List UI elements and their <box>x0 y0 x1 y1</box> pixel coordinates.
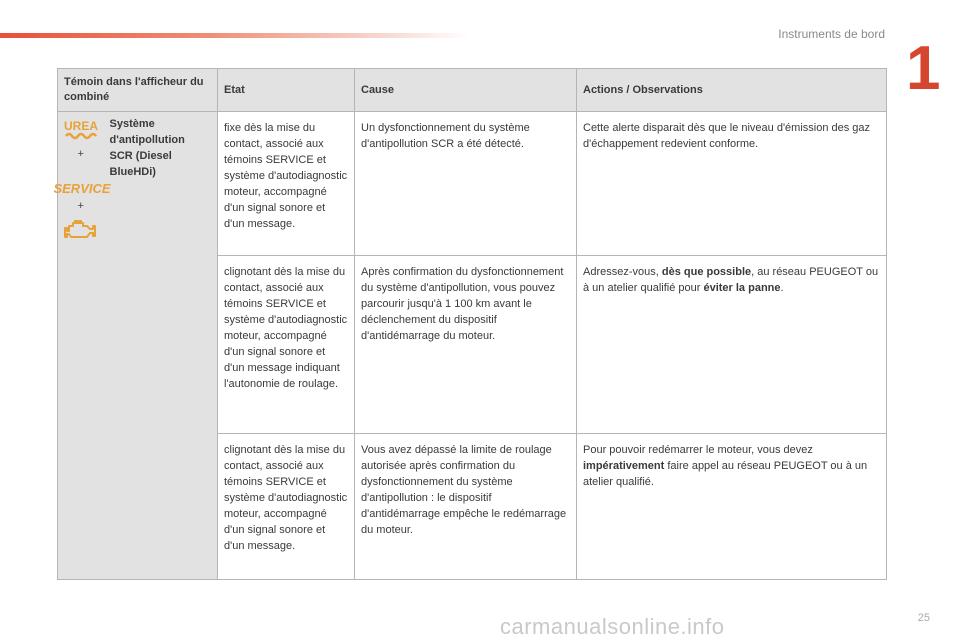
urea-icon <box>63 118 99 144</box>
action-cell <box>577 434 887 580</box>
header-accent-bar <box>0 33 470 38</box>
svg-text:SERVICE: SERVICE <box>53 181 111 196</box>
action-emphasis: dès que possible <box>661 266 752 278</box>
action-text: , au réseau PEUGEOT ou à un atelier qualifié pour <box>583 266 879 294</box>
action-text: Cette alerte disparait dès que le niveau d'émission des gaz d'échappement redevient conforme. <box>583 122 871 150</box>
service-icon <box>53 180 111 196</box>
chapter-number: 1 <box>906 34 941 103</box>
watermark: carmanualsonline.info <box>500 614 725 639</box>
header-etat: Etat <box>218 69 355 112</box>
table-row <box>58 112 887 256</box>
system-label: Système d'antipollution SCR (Diesel BlueHDi) <box>104 112 218 580</box>
etat-cell: clignotant dès la mise du contact, associé aux témoins SERVICE et système d'autodiagnostic moteur, accompagné d'un signal sonore et d'un message. <box>218 434 355 580</box>
header-cause: Cause <box>355 69 577 112</box>
action-emphasis: impérativement <box>583 460 665 472</box>
engine-icon <box>63 218 99 242</box>
indicator-icons-cell <box>53 112 111 580</box>
action-text: Pour pouvoir redémarrer le moteur, vous devez <box>583 444 813 456</box>
plus-sign: + <box>77 148 84 160</box>
table-header-row <box>58 69 887 112</box>
header-actions: Actions / Observations <box>577 69 887 112</box>
cause-cell: Après confirmation du dysfonctionnement du système d'antipollution, vous pouvez parcourir jusqu'à 1 100 km avant le déclenchement du dispositif d'antidémarrage du moteur. <box>355 256 577 434</box>
action-cell <box>577 112 887 256</box>
header-temoin: Témoin dans l'afficheur du combiné <box>58 69 218 112</box>
plus-sign: + <box>77 200 84 212</box>
etat-cell: fixe dès la mise du contact, associé aux témoins SERVICE et système d'autodiagnostic moteur, accompagné d'un signal sonore et d'un message. <box>218 112 355 256</box>
page-number: 25 <box>917 612 930 624</box>
section-title: Instruments de bord <box>778 27 885 41</box>
svg-text:UREA: UREA <box>63 119 98 133</box>
warning-lights-table <box>53 68 887 580</box>
cause-cell: Un dysfonctionnement du système d'antipollution SCR a été détecté. <box>355 112 577 256</box>
action-text: faire appel au réseau PEUGEOT ou à un atelier qualifié. <box>583 460 868 488</box>
action-cell <box>577 256 887 434</box>
action-text: . <box>780 282 784 294</box>
action-text: Adressez-vous, <box>583 266 662 278</box>
action-emphasis: éviter la panne <box>703 282 781 294</box>
etat-cell: clignotant dès la mise du contact, associé aux témoins SERVICE et système d'autodiagnostic moteur, accompagné d'un signal sonore et d'un message indiquant l'autonomie de roulage. <box>218 256 355 434</box>
cause-cell: Vous avez dépassé la limite de roulage autorisée après confirmation du dysfonctionnement du système d'antipollution : le dispositif d'antidémarrage empêche le redémarrage du moteur. <box>355 434 577 580</box>
